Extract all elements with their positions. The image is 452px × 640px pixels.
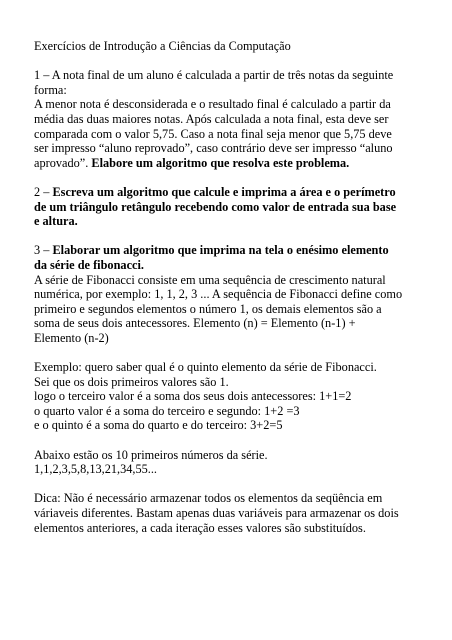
exercise-2-line-3 bbox=[34, 214, 432, 229]
exercise-3-line-5: primeiro e segundos elementos o número 1, os demais elementos são a bbox=[34, 301, 382, 316]
exercise-3-line-3: A série de Fibonacci consiste em uma sequência de crescimento natural bbox=[34, 272, 386, 287]
exercise-3 bbox=[34, 243, 432, 345]
exercise-1-line-2: forma: bbox=[34, 82, 67, 97]
exercise-3-line-4: numérica, por exemplo: 1, 1, 2, 3 ... A sequência de Fibonacci define como bbox=[34, 287, 403, 302]
exercise-2-prefix: 2 – bbox=[34, 184, 53, 199]
exercise-1-line-1: 1 – A nota final de um aluno é calculada a partir de três notas da seguinte bbox=[34, 68, 394, 83]
example-line-3: logo o terceiro valor é a soma dos seus dois antecessores: 1+1=2 bbox=[34, 389, 352, 404]
exercise-3-line-7: Elemento (n-2) bbox=[34, 330, 109, 345]
paragraph-gap bbox=[34, 229, 432, 244]
exercise-1-line-4: média das duas maiores notas. Após calculada a nota final, esta deve ser bbox=[34, 111, 389, 126]
paragraph-gap bbox=[34, 345, 432, 360]
example-line-1: Exemplo: quero saber qual é o quinto elemento da série de Fibonacci. bbox=[34, 360, 377, 375]
tip-line-2: váriaveis diferentes. Bastam apenas duas variáveis para armazenar os dois bbox=[34, 506, 399, 520]
fibonacci-example bbox=[34, 360, 432, 433]
exercise-3-prefix: 3 – bbox=[34, 243, 53, 258]
exercise-1-line-5: comparada com o valor 5,75. Caso a nota final seja menor que 5,75 deve bbox=[34, 126, 392, 141]
exercise-2-task-3: e altura. bbox=[34, 214, 78, 229]
exercise-3-line-6: soma de seus dois antecessores. Elemento (n) = Elemento (n-1) + bbox=[34, 316, 356, 331]
exercise-2-task-2: de um triângulo retângulo recebendo como valor de entrada sua base bbox=[34, 199, 397, 214]
exercise-1-line-3: A menor nota é desconsiderada e o resultado final é calculado a partir da bbox=[34, 97, 391, 112]
exercise-3-task-2: da série de fibonacci. bbox=[34, 257, 144, 272]
exercise-2-line-2 bbox=[34, 200, 432, 215]
example-line-5: e o quinto é a soma do quarto e do terceiro: 3+2=5 bbox=[34, 418, 283, 433]
tip-paragraph bbox=[34, 491, 432, 535]
exercise-3-line-2 bbox=[34, 258, 432, 273]
exercise-1-line-6: ser impresso “aluno reprovado”, caso contrário deve ser impresso “aluno bbox=[34, 141, 393, 156]
series-line-1: Abaixo estão os 10 primeiros números da série. bbox=[34, 447, 268, 462]
paragraph-gap bbox=[34, 477, 432, 492]
tip-line-1: Dica: Não é necessário armazenar todos os elementos da seqüência em bbox=[34, 491, 383, 506]
tip-line-3: elementos anteriores, a cada iteração esses valores são substituídos. bbox=[34, 520, 366, 535]
document-title bbox=[34, 39, 432, 54]
paragraph-gap bbox=[34, 54, 432, 69]
exercise-3-task-1: Elaborar um algoritmo que imprima na tela o enésimo elemento bbox=[52, 243, 389, 258]
example-line-2: Sei que os dois primeiros valores são 1. bbox=[34, 374, 229, 389]
exercise-3-line-1 bbox=[34, 243, 432, 258]
exercise-2-task-1: Escreva um algoritmo que calcule e imprima a área e o perímetro bbox=[52, 184, 396, 199]
exercise-1-last-prefix: aprovado”. bbox=[34, 155, 92, 170]
paragraph-gap bbox=[34, 433, 432, 448]
paragraph-gap bbox=[34, 170, 432, 185]
example-line-4: o quarto valor é a soma do terceiro e segundo: 1+2 =3 bbox=[34, 403, 300, 418]
exercise-1-line-7 bbox=[34, 156, 432, 171]
exercise-2-line-1 bbox=[34, 185, 432, 200]
exercise-1-task: Elabore um algoritmo que resolva este problema. bbox=[91, 155, 350, 170]
exercise-2 bbox=[34, 185, 432, 229]
exercise-1 bbox=[34, 68, 432, 170]
series-line-2: 1,1,2,3,5,8,13,21,34,55... bbox=[34, 462, 157, 477]
fibonacci-series bbox=[34, 448, 432, 477]
title-line: Exercícios de Introdução a Ciências da Computação bbox=[34, 39, 291, 53]
